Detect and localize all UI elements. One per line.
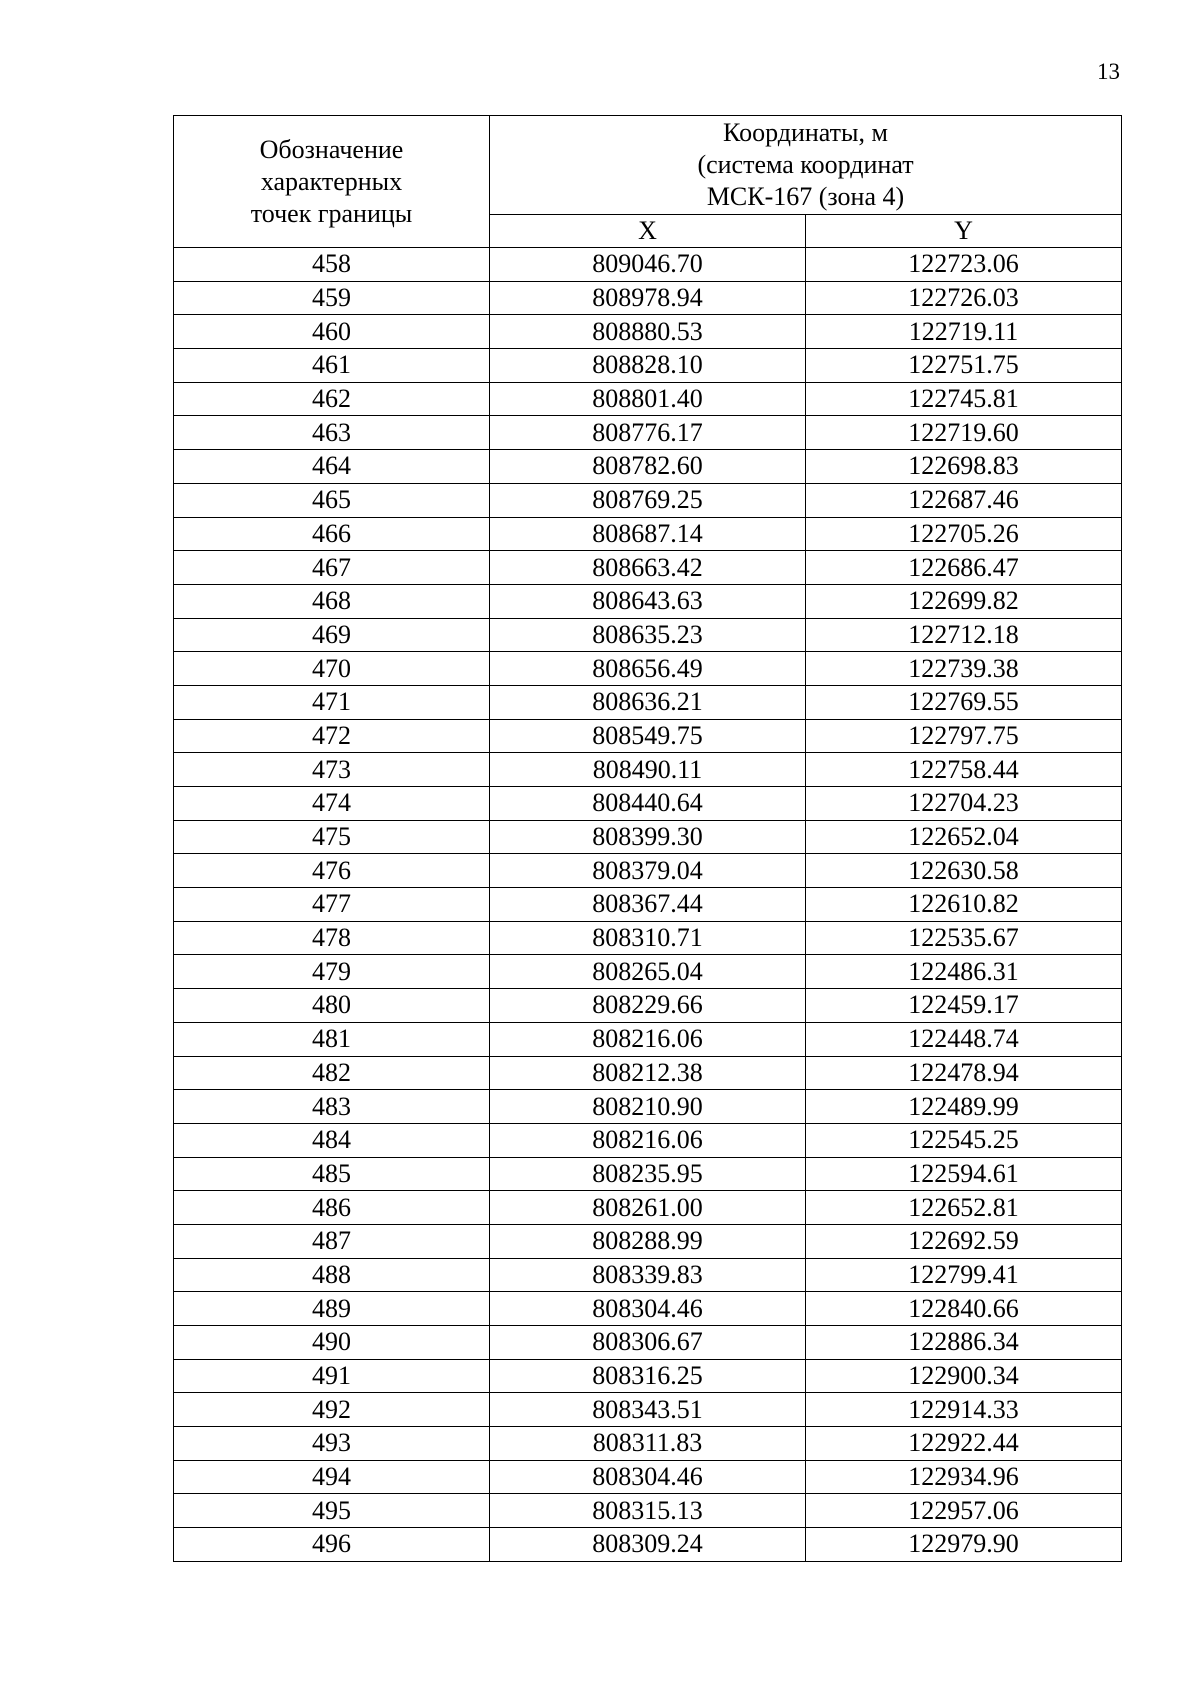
y-coordinate-cell: 122739.38 — [806, 652, 1122, 686]
table-row — [174, 685, 1122, 719]
table-row — [174, 753, 1122, 787]
point-number-cell: 495 — [174, 1494, 490, 1528]
x-coordinate-cell: 808782.60 — [490, 450, 806, 484]
table-row — [174, 1157, 1122, 1191]
x-coordinate-cell: 808490.11 — [490, 753, 806, 787]
point-number-cell: 492 — [174, 1393, 490, 1427]
table-row — [174, 349, 1122, 383]
x-coordinate-cell: 808311.83 — [490, 1427, 806, 1461]
point-number-cell: 472 — [174, 719, 490, 753]
point-number-cell: 494 — [174, 1460, 490, 1494]
y-coordinate-cell: 122630.58 — [806, 854, 1122, 888]
point-number-cell: 463 — [174, 416, 490, 450]
x-coordinate-cell: 808288.99 — [490, 1224, 806, 1258]
table-row — [174, 1326, 1122, 1360]
y-coordinate-cell: 122478.94 — [806, 1056, 1122, 1090]
point-number-cell: 471 — [174, 685, 490, 719]
header-coordinates — [490, 116, 1122, 215]
point-number-cell: 459 — [174, 281, 490, 315]
header-point-designation — [174, 116, 490, 248]
point-number-cell: 482 — [174, 1056, 490, 1090]
x-coordinate-cell: 808643.63 — [490, 584, 806, 618]
table-row — [174, 1393, 1122, 1427]
table-body — [174, 248, 1122, 1562]
table-row — [174, 450, 1122, 484]
table-row — [174, 416, 1122, 450]
point-number-cell: 490 — [174, 1326, 490, 1360]
y-coordinate-cell: 122840.66 — [806, 1292, 1122, 1326]
y-coordinate-cell: 122610.82 — [806, 888, 1122, 922]
table-row — [174, 315, 1122, 349]
table-row — [174, 1528, 1122, 1562]
table-row — [174, 652, 1122, 686]
x-coordinate-cell: 808306.67 — [490, 1326, 806, 1360]
x-coordinate-cell: 808235.95 — [490, 1157, 806, 1191]
point-number-cell: 489 — [174, 1292, 490, 1326]
point-number-cell: 465 — [174, 483, 490, 517]
point-number-cell: 493 — [174, 1427, 490, 1461]
table-row — [174, 820, 1122, 854]
table-row — [174, 888, 1122, 922]
x-coordinate-cell: 808978.94 — [490, 281, 806, 315]
x-coordinate-cell: 808343.51 — [490, 1393, 806, 1427]
y-coordinate-cell: 122652.81 — [806, 1191, 1122, 1225]
point-number-cell: 479 — [174, 955, 490, 989]
point-number-cell: 481 — [174, 1022, 490, 1056]
x-coordinate-cell: 808316.25 — [490, 1359, 806, 1393]
y-coordinate-cell: 122799.41 — [806, 1258, 1122, 1292]
x-coordinate-cell: 808656.49 — [490, 652, 806, 686]
x-coordinate-cell: 808210.90 — [490, 1090, 806, 1124]
point-number-cell: 470 — [174, 652, 490, 686]
point-number-cell: 483 — [174, 1090, 490, 1124]
x-coordinate-cell: 808635.23 — [490, 618, 806, 652]
table-row — [174, 1123, 1122, 1157]
point-number-cell: 496 — [174, 1528, 490, 1562]
x-coordinate-cell: 808549.75 — [490, 719, 806, 753]
y-coordinate-cell: 122769.55 — [806, 685, 1122, 719]
table-row — [174, 787, 1122, 821]
point-number-cell: 474 — [174, 787, 490, 821]
y-coordinate-cell: 122698.83 — [806, 450, 1122, 484]
point-number-cell: 461 — [174, 349, 490, 383]
y-coordinate-cell: 122712.18 — [806, 618, 1122, 652]
point-number-cell: 484 — [174, 1123, 490, 1157]
point-number-cell: 477 — [174, 888, 490, 922]
header-coords-line: (система координат — [697, 150, 914, 179]
table-row — [174, 1359, 1122, 1393]
x-coordinate-cell: 808367.44 — [490, 888, 806, 922]
point-number-cell: 468 — [174, 584, 490, 618]
point-number-cell: 475 — [174, 820, 490, 854]
table-row — [174, 1427, 1122, 1461]
y-coordinate-cell: 122699.82 — [806, 584, 1122, 618]
table-row — [174, 248, 1122, 282]
header-coords-line: Координаты, м — [723, 118, 888, 147]
y-coordinate-cell: 122957.06 — [806, 1494, 1122, 1528]
point-number-cell: 487 — [174, 1224, 490, 1258]
y-coordinate-cell: 122900.34 — [806, 1359, 1122, 1393]
table-row — [174, 483, 1122, 517]
table-row — [174, 719, 1122, 753]
y-coordinate-cell: 122726.03 — [806, 281, 1122, 315]
table-row — [174, 1191, 1122, 1225]
table-row — [174, 1292, 1122, 1326]
point-number-cell: 480 — [174, 989, 490, 1023]
y-coordinate-cell: 122535.67 — [806, 921, 1122, 955]
header-point-line: Обозначение — [259, 134, 404, 164]
x-coordinate-cell: 808399.30 — [490, 820, 806, 854]
y-coordinate-cell: 122886.34 — [806, 1326, 1122, 1360]
x-coordinate-cell: 808261.00 — [490, 1191, 806, 1225]
point-number-cell: 469 — [174, 618, 490, 652]
x-coordinate-cell: 808440.64 — [490, 787, 806, 821]
table-row — [174, 551, 1122, 585]
point-number-cell: 476 — [174, 854, 490, 888]
x-coordinate-cell: 808769.25 — [490, 483, 806, 517]
table-row — [174, 1460, 1122, 1494]
x-coordinate-cell: 808216.06 — [490, 1123, 806, 1157]
x-coordinate-cell: 808663.42 — [490, 551, 806, 585]
table-row — [174, 517, 1122, 551]
page-number: 13 — [1097, 59, 1120, 84]
point-number-cell: 485 — [174, 1157, 490, 1191]
x-coordinate-cell: 808229.66 — [490, 989, 806, 1023]
x-coordinate-cell: 808216.06 — [490, 1022, 806, 1056]
point-number-cell: 460 — [174, 315, 490, 349]
table-row — [174, 584, 1122, 618]
x-coordinate-cell: 808880.53 — [490, 315, 806, 349]
table-row — [174, 281, 1122, 315]
table-row — [174, 1494, 1122, 1528]
y-coordinate-cell: 122448.74 — [806, 1022, 1122, 1056]
table-row — [174, 618, 1122, 652]
y-coordinate-cell: 122797.75 — [806, 719, 1122, 753]
table-row — [174, 1056, 1122, 1090]
x-coordinate-cell: 808687.14 — [490, 517, 806, 551]
y-coordinate-cell: 122652.04 — [806, 820, 1122, 854]
table-row — [174, 955, 1122, 989]
header-x: X — [490, 215, 806, 248]
x-coordinate-cell: 808265.04 — [490, 955, 806, 989]
table-row — [174, 1022, 1122, 1056]
point-number-cell: 458 — [174, 248, 490, 282]
header-point-line: характерных — [260, 166, 403, 196]
x-coordinate-cell: 808801.40 — [490, 382, 806, 416]
table-row — [174, 1258, 1122, 1292]
y-coordinate-cell: 122758.44 — [806, 753, 1122, 787]
x-coordinate-cell: 808315.13 — [490, 1494, 806, 1528]
point-number-cell: 467 — [174, 551, 490, 585]
x-coordinate-cell: 808212.38 — [490, 1056, 806, 1090]
x-coordinate-cell: 808310.71 — [490, 921, 806, 955]
y-coordinate-cell: 122934.96 — [806, 1460, 1122, 1494]
y-coordinate-cell: 122459.17 — [806, 989, 1122, 1023]
table-row — [174, 921, 1122, 955]
table-header — [174, 116, 1122, 248]
y-coordinate-cell: 122687.46 — [806, 483, 1122, 517]
x-coordinate-cell: 808776.17 — [490, 416, 806, 450]
y-coordinate-cell: 122719.11 — [806, 315, 1122, 349]
table-row — [174, 1090, 1122, 1124]
x-coordinate-cell: 808309.24 — [490, 1528, 806, 1562]
y-coordinate-cell: 122723.06 — [806, 248, 1122, 282]
x-coordinate-cell: 808304.46 — [490, 1460, 806, 1494]
point-number-cell: 462 — [174, 382, 490, 416]
point-number-cell: 473 — [174, 753, 490, 787]
y-coordinate-cell: 122489.99 — [806, 1090, 1122, 1124]
header-coords-line: МСК-167 (зона 4) — [706, 182, 905, 211]
y-coordinate-cell: 122686.47 — [806, 551, 1122, 585]
y-coordinate-cell: 122545.25 — [806, 1123, 1122, 1157]
y-coordinate-cell: 122745.81 — [806, 382, 1122, 416]
coordinates-table — [173, 115, 1122, 1562]
x-coordinate-cell: 809046.70 — [490, 248, 806, 282]
point-number-cell: 466 — [174, 517, 490, 551]
table-row — [174, 854, 1122, 888]
y-coordinate-cell: 122594.61 — [806, 1157, 1122, 1191]
header-point-line: точек границы — [250, 198, 413, 228]
y-coordinate-cell: 122486.31 — [806, 955, 1122, 989]
point-number-cell: 464 — [174, 450, 490, 484]
table-row — [174, 989, 1122, 1023]
header-y: Y — [806, 215, 1122, 248]
x-coordinate-cell: 808636.21 — [490, 685, 806, 719]
point-number-cell: 488 — [174, 1258, 490, 1292]
y-coordinate-cell: 122914.33 — [806, 1393, 1122, 1427]
y-coordinate-cell: 122704.23 — [806, 787, 1122, 821]
point-number-cell: 478 — [174, 921, 490, 955]
y-coordinate-cell: 122705.26 — [806, 517, 1122, 551]
y-coordinate-cell: 122979.90 — [806, 1528, 1122, 1562]
y-coordinate-cell: 122751.75 — [806, 349, 1122, 383]
x-coordinate-cell: 808339.83 — [490, 1258, 806, 1292]
y-coordinate-cell: 122719.60 — [806, 416, 1122, 450]
y-coordinate-cell: 122922.44 — [806, 1427, 1122, 1461]
x-coordinate-cell: 808304.46 — [490, 1292, 806, 1326]
y-coordinate-cell: 122692.59 — [806, 1224, 1122, 1258]
table-row — [174, 1224, 1122, 1258]
x-coordinate-cell: 808379.04 — [490, 854, 806, 888]
x-coordinate-cell: 808828.10 — [490, 349, 806, 383]
table-row — [174, 382, 1122, 416]
point-number-cell: 486 — [174, 1191, 490, 1225]
point-number-cell: 491 — [174, 1359, 490, 1393]
